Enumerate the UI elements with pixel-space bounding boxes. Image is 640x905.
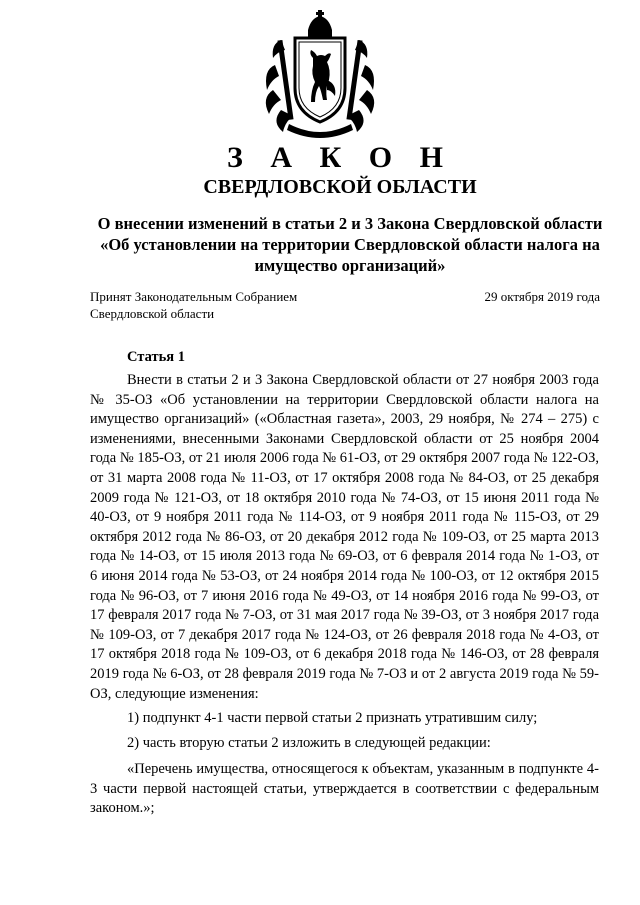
article-paragraph: «Перечень имущества, относящегося к объектам, указанным в подпункте 4-3 части первой настоящей статьи, утверждается в соответствии с федеральным законом.»; (90, 761, 599, 817)
document-title: З А К О Н (227, 141, 453, 174)
adoption-info (90, 288, 297, 322)
article-paragraph: Внести в статьи 2 и 3 Закона Свердловской области от 27 ноября 2003 года № 35-ОЗ «Об установлении на территории Свердловской области налога на имущество организаций» («Областная газета», 2003, 29 ноября, № 274 – 275) с изменениями, внесенными Законами Свердловской области от 25 ноября 2004 года № 185-ОЗ, от 21 июля 2006 года № 61-ОЗ, от 29 октября 2007 года № 122-ОЗ, от 31 марта 2008 года № 11-ОЗ, от 17 октября 2008 года № 84-ОЗ, от 25 декабря 2009 года № 121-ОЗ, от 18 октября 2010 года № 74-ОЗ, от 15 июня 2011 года № 40-ОЗ, от 9 ноября 2011 года № 114-ОЗ, от 9 ноября 2011 года № 115-ОЗ, от 29 октября 2012 года № 86-ОЗ, от 20 декабря 2012 года № 109-ОЗ, от 25 марта 2013 года № 14-ОЗ, от 15 июля 2013 года № 69-ОЗ, от 6 февраля 2014 года № 1-ОЗ, от 6 июня 2014 года № 53-ОЗ, от 24 ноября 2014 года № 100-ОЗ, от 12 октября 2015 года № 96-ОЗ, от 7 июня 2016 года № 49-ОЗ, от 14 ноября 2016 года № 99-ОЗ, от 17 февраля 2017 года № 7-ОЗ, от 31 мая 2017 года № 39-ОЗ, от 3 ноября 2017 года № 109-ОЗ, от 7 декабря 2017 года № 124-ОЗ, от 26 февраля 2018 года № 4-ОЗ, от 17 октября 2018 года № 109-ОЗ, от 6 декабря 2018 года № 146-ОЗ, от 28 февраля 2019 года № 6-ОЗ, от 28 февраля 2019 года № 7-ОЗ и от 2 августа 2019 года № 59-ОЗ, следующие изменения: (90, 372, 599, 702)
coat-of-arms-icon (261, 10, 379, 138)
region-title: СВЕРДЛОВСКОЙ ОБЛАСТИ (203, 176, 477, 198)
article-paragraph: 1) подпункт 4-1 части первой статьи 2 признать утратившим силу; (127, 710, 538, 727)
adoption-line-1: Принят Законодательным Собранием (90, 289, 298, 304)
article-body (90, 371, 599, 819)
adoption-line-2: Свердловской области (90, 306, 215, 321)
law-title: О внесении изменений в статьи 2 и 3 Закона Свердловской области «Об установлении на территории Свердловской области налога на имущество организаций» (97, 214, 603, 275)
adoption-date: 29 октября 2019 года (484, 289, 600, 304)
article-heading: Статья 1 (127, 349, 185, 365)
article-paragraph: 2) часть вторую статьи 2 изложить в следующей редакции: (127, 734, 491, 751)
